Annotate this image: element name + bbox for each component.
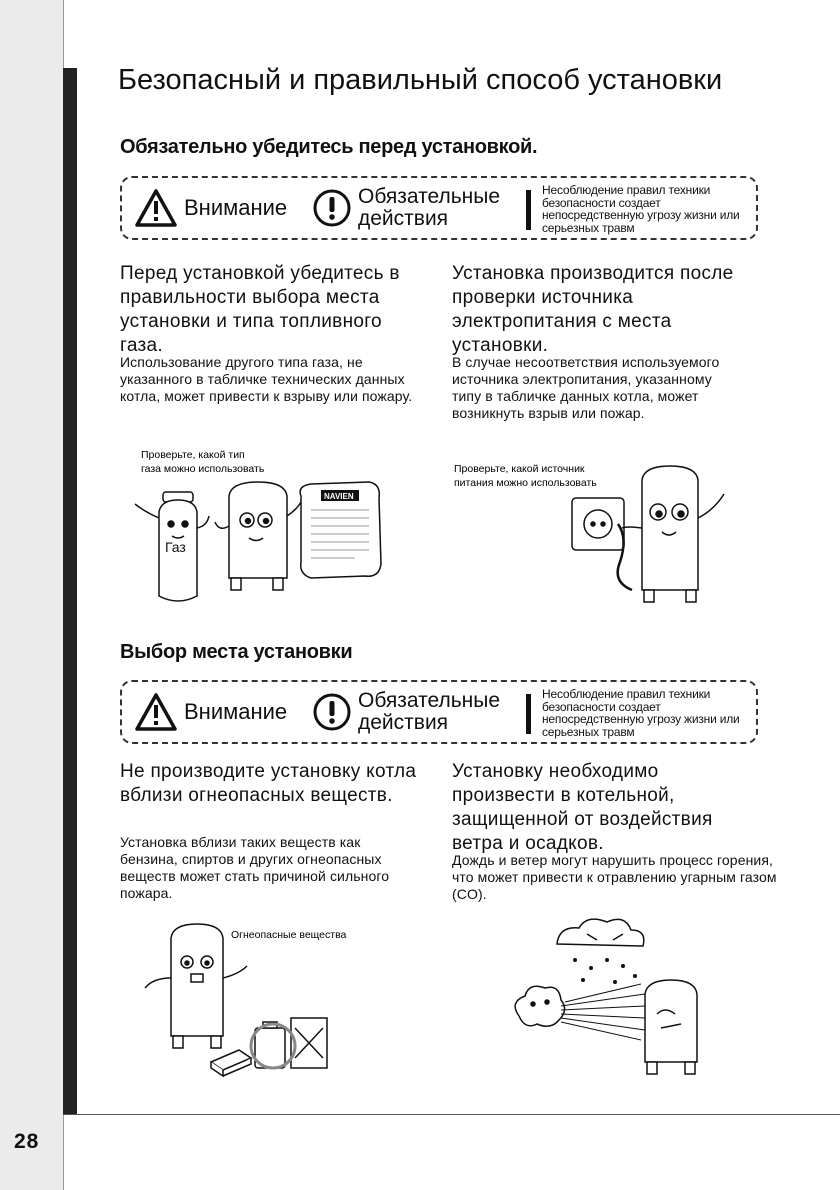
boiler-character-icon <box>622 466 724 602</box>
rating-plate-icon <box>300 482 381 578</box>
gas-check-title: Перед установкой убедитесь в правильности выбора места установки и типа топливного газа. <box>120 263 400 356</box>
boiler-character-icon <box>645 980 697 1074</box>
gas-check-caption-line1: Проверьте, какой тип <box>141 449 245 461</box>
left-margin <box>0 0 64 1190</box>
gas-check-illustration <box>125 446 395 616</box>
must-action-group <box>312 186 500 230</box>
section-heading-check: Обязательно убедитесь перед установкой. <box>120 136 538 158</box>
brand-label: NAVIEN <box>324 492 354 501</box>
power-check-illustration <box>452 458 752 618</box>
page-number: 28 <box>14 1130 40 1153</box>
warning-label: Внимание <box>184 699 288 724</box>
wind-cloud-icon <box>515 986 564 1026</box>
power-check-title: Установка производится после проверки источника электропитания с места установки. <box>452 263 734 356</box>
notice-text: Несоблюдение правил техники безопасности создает непосредственную угрозу жизни или серьезных травм <box>542 183 740 235</box>
wind-lines-icon <box>561 984 645 1040</box>
power-check-body: В случае несоответствия используемого источника электропитания, указанному типу в табличке данных котла, может возникнуть взрыв или пожар. <box>452 354 720 421</box>
must-action-label: Обязательные действия <box>358 689 501 734</box>
boiler-room-title: Установку необходимо произвести в котельной, защищенной от воздействия ветра и осадков. <box>452 761 713 854</box>
flammables-title: Не производите установку котла вблизи огнеопасных веществ. <box>120 761 417 806</box>
boiler-character-icon <box>215 482 303 590</box>
notice-text: Несоблюдение правил техники безопасности создает непосредственную угрозу жизни или серьезных травм <box>542 687 740 739</box>
power-socket-icon <box>572 498 632 590</box>
notice-divider <box>526 190 531 230</box>
warning-group <box>134 692 287 732</box>
warning-triangle-icon <box>134 692 178 732</box>
flammables-body: Установка вблизи таких веществ как бензина, спиртов и других огнеопасных веществ может стать причиной сильного пожара. <box>120 834 390 901</box>
must-action-group <box>312 690 500 734</box>
notice-box-1 <box>120 176 758 240</box>
gas-check-caption-line2: газа можно использовать <box>141 463 265 475</box>
boiler-room-body: Дождь и ветер могут нарушить процесс горения, что может привести к отравлению угарным газом (CO). <box>452 852 777 902</box>
bottom-rule <box>63 1114 840 1115</box>
power-check-caption-line1: Проверьте, какой источник <box>454 463 585 475</box>
warning-triangle-icon <box>134 188 178 228</box>
side-bar <box>63 68 77 1115</box>
weather-illustration <box>495 910 735 1085</box>
exclamation-circle-icon <box>312 188 352 228</box>
warning-group <box>134 188 287 228</box>
gas-check-body: Использование другого типа газа, не указанного в табличке технических данных котла, может привести к взрыву или пожару. <box>120 354 413 404</box>
rain-drops-icon <box>573 958 637 984</box>
page-title: Безопасный и правильный способ установки <box>118 64 723 96</box>
gas-label: Газ <box>165 539 186 555</box>
power-check-caption-line2: питания можно использовать <box>454 477 597 489</box>
flammables-illustration <box>135 918 365 1083</box>
boiler-character-icon <box>145 924 247 1048</box>
notice-divider <box>526 694 531 734</box>
notice-box-2 <box>120 680 758 744</box>
section-heading-location: Выбор места установки <box>120 641 353 663</box>
warning-label: Внимание <box>184 195 288 220</box>
gas-cylinder-icon <box>135 492 209 601</box>
exclamation-circle-icon <box>312 692 352 732</box>
must-action-label: Обязательные действия <box>358 185 501 230</box>
rain-cloud-icon <box>557 919 644 946</box>
matchbox-icon <box>211 1050 251 1076</box>
flammables-caption: Огнеопасные вещества <box>231 929 347 941</box>
